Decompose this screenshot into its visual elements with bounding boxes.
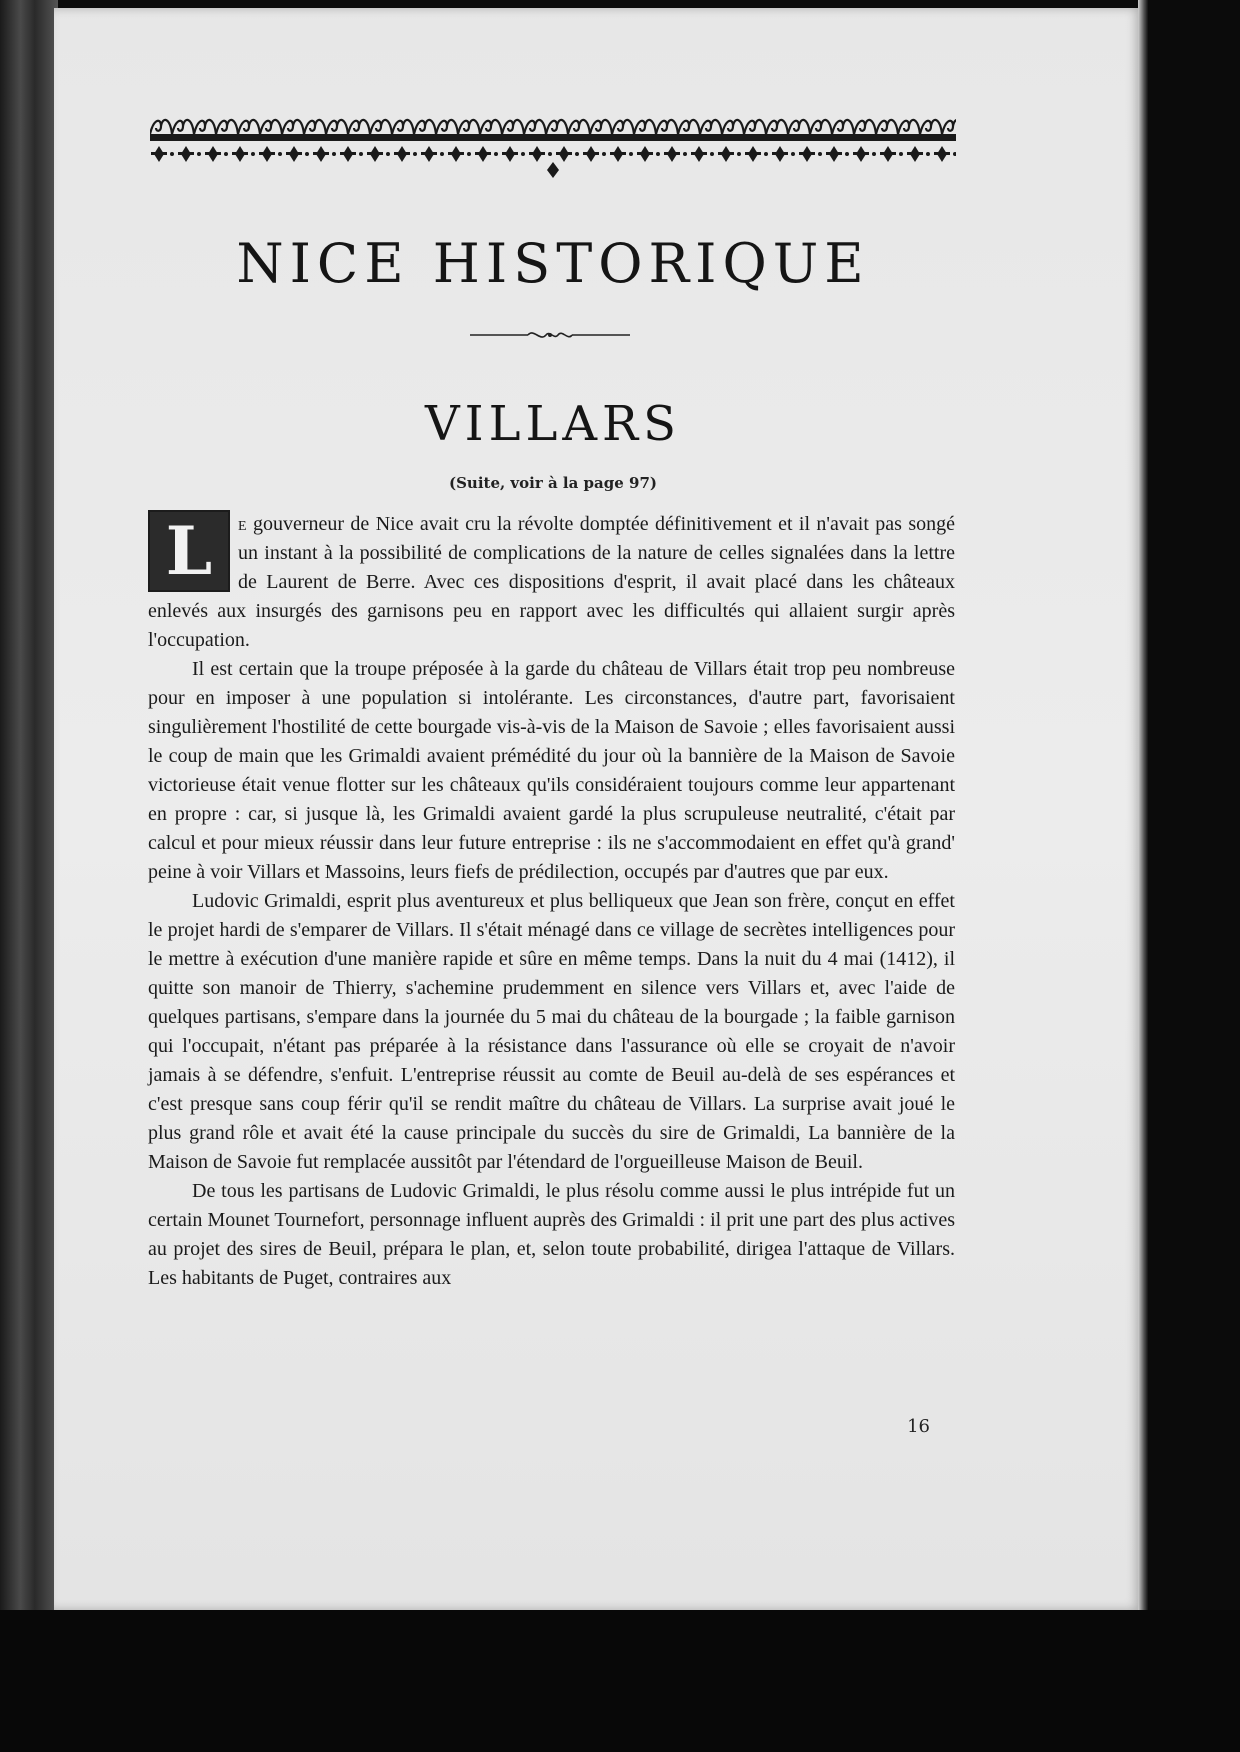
- title-divider-ornament: [470, 326, 630, 344]
- paragraph-1: [148, 510, 955, 655]
- scan-background: [0, 1610, 1240, 1752]
- paragraph-text: gouverneur de Nice avait cru la révolte domptée définitivement et il n'avait pas songé un instant à la possibilité de complications de la nature de celles signalées dans la lettre de Laurent de Berre. Avec ces dispositions d'esprit, il avait placé dans les châteaux enlevés aux insurgés des garnisons peu en rapport avec les difficultés qui allaient surgir après l'occupation.: [148, 513, 955, 651]
- book-spine: [0, 0, 58, 1610]
- page-edge: [1138, 0, 1148, 1640]
- article-body: [148, 510, 955, 1293]
- article-title: VILLARS: [424, 396, 682, 452]
- section-title: NICE HISTORIQUE: [236, 232, 870, 295]
- page-number: 16: [907, 1416, 930, 1437]
- ornament-border-graphic: [150, 112, 956, 180]
- paragraph-2: Il est certain que la troupe préposée à la garde du château de Villars était trop peu nombreuse pour en imposer à une population si intolérante. Les circonstances, d'autre part, favorisaient singulièrement l'hostilité de cette bourgade vis-à-vis de la Maison de Savoie ; elles favorisaient aussi le coup de main que les Grimaldi avaient prémédité du jour où la bannière de la Maison de Savoie victorieuse était venue flotter sur les châteaux qu'ils considéraient toujours comme leur appartenant en propre : car, si jusque là, les Grimaldi avaient gardé la plus scrupuleuse neutralité, c'était par calcul et pour mieux réussir dans leur future entreprise : ils ne s'accommodaient en effet qu'à grand' peine à voir Villars et Massoins, leurs fiefs de prédilection, occupés par d'autres que par eux.: [148, 658, 955, 883]
- drop-cap: [148, 510, 230, 592]
- paragraph-lead: e: [238, 513, 247, 535]
- drop-cap-letter: L: [165, 512, 213, 590]
- paragraph-3: Ludovic Grimaldi, esprit plus aventureux et plus belliqueux que Jean son frère, conçut en effet le projet hardi de s'emparer de Villars. Il s'était ménagé dans ce village de secrètes intelligences pour le mettre à exécution d'une manière rapide et sûre en même temps. Dans la nuit du 4 mai (1412), il quitte son manoir de Thierry, s'achemine prudemment en silence vers Villars et, avec l'aide de quelques partisans, s'empare dans la journée du 5 mai du château de la bourgade ; la faible garnison qui l'occupait, n'étant pas préparée à la résistance dans l'assurance où elle se croyait de n'avoir jamais à se défendre, s'enfuit. L'entreprise réussit au comte de Beuil au-delà de ses espérances et c'est presque sans coup férir qu'il se rendit maître du château de Villars. La surprise avait joué le plus grand rôle et avait été la cause principale du succès du sire de Grimaldi, La bannière de la Maison de Savoie fut remplacée aussitôt par l'étendard de l'orgueilleuse Maison de Beuil.: [148, 890, 955, 1173]
- header-ornament: [150, 112, 956, 180]
- paragraph-4: De tous les partisans de Ludovic Grimaldi, le plus résolu comme aussi le plus intrépide fut un certain Mounet Tournefort, personnage influent auprès des Grimaldi : il prit une part des plus actives au projet des sires de Beuil, prépara le plan, et, selon toute probabilité, dirigea l'attaque de Villars. Les habitants de Puget, contraires aux: [148, 1180, 955, 1289]
- article-subtitle: (Suite, voir à la page 97): [448, 474, 657, 492]
